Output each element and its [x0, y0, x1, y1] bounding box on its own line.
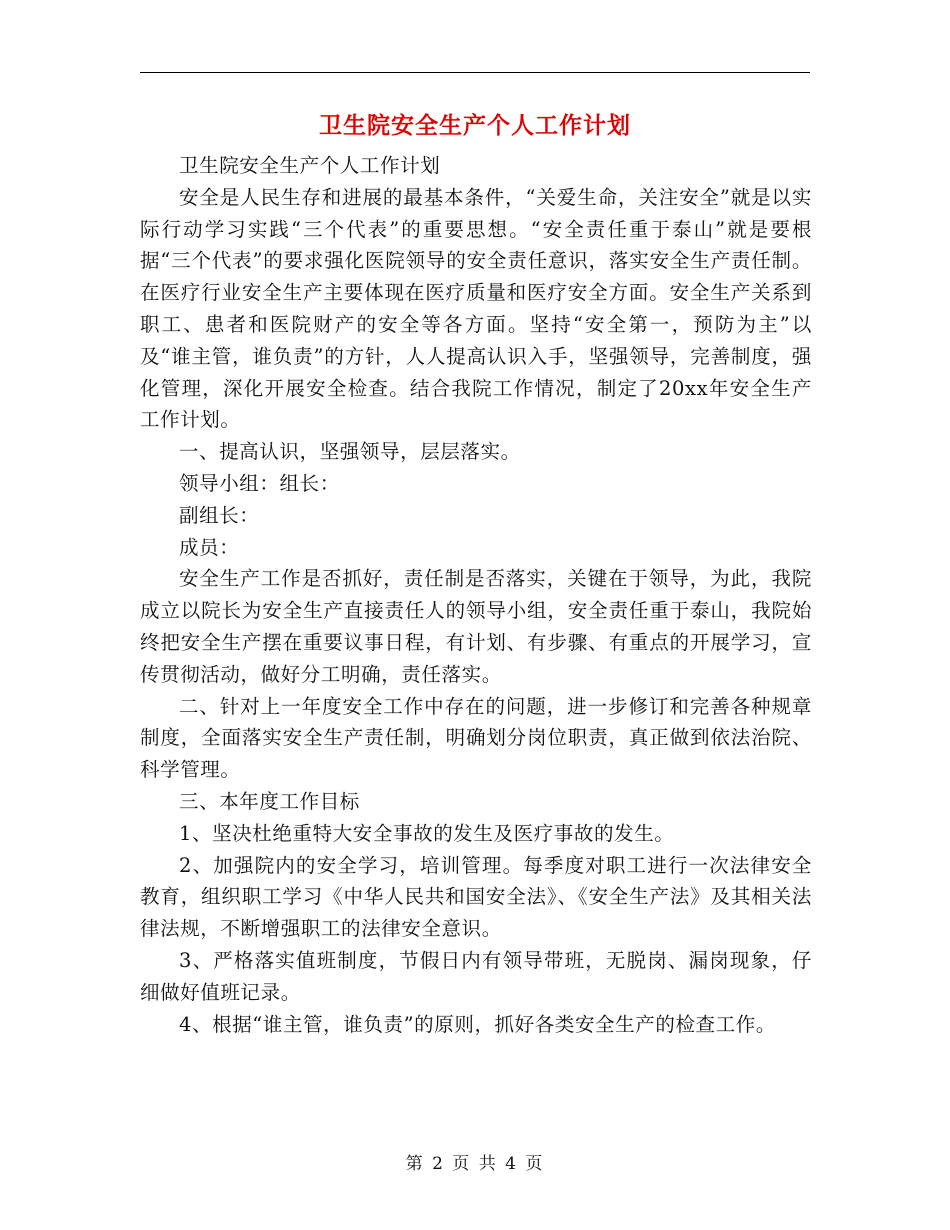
- paragraph-goal-2: 2、加强院内的安全学习，培训管理。每季度对职工进行一次法律安全教育，组织职工学习《中华人民共和国安全法》、《安全生产法》及其相关法律法规，不断增强职工的法律安全意识。: [140, 853, 812, 941]
- paragraph-responsibility: 安全生产工作是否抓好，责任制是否落实，关键在于领导，为此，我院成立以院长为安全生产直接责任人的领导小组，安全责任重于泰山，我院始终把安全生产摆在重要议事日程，有计划、有步骤、有重点的开展学习，宣传贯彻活动，做好分工明确，责任落实。: [140, 567, 812, 686]
- document-body: [140, 150, 812, 1040]
- paragraph-subtitle: 卫生院安全生产个人工作计划: [179, 154, 441, 177]
- paragraph-members: 成员：: [179, 535, 240, 559]
- paragraph-goal-3: 3、严格落实值班制度，节假日内有领导带班，无脱岗、漏岗现象，仔细做好值班记录。: [140, 948, 812, 1004]
- paragraph-section-2: 二、针对上一年度安全工作中存在的问题，进一步修订和完善各种规章制度，全面落实安全生产责任制，明确划分岗位职责，真正做到依法治院、科学管理。: [140, 694, 812, 782]
- paragraph-goal-1: 1、坚决杜绝重特大安全事故的发生及医疗事故的发生。: [179, 821, 675, 845]
- paragraph-leader-group: 领导小组：组长：: [179, 471, 340, 495]
- page-number-footer: 第 2 页 共 4 页: [405, 1154, 545, 1174]
- paragraph-goal-4: 4、根据“谁主管，谁负责”的原则，抓好各类安全生产的检查工作。: [179, 1012, 776, 1036]
- paragraph-section-3-heading: 三、本年度工作目标: [179, 789, 360, 813]
- document-title: 卫生院安全生产个人工作计划: [319, 113, 631, 139]
- paragraph-intro: 安全是人民生存和进展的最基本条件，“关爱生命，关注安全”就是以实际行动学习实践“三个代表”的重要思想。“安全责任重于泰山”就是要根据“三个代表”的要求强化医院领导的安全责任意识，落实安全生产责任制。在医疗行业安全生产主要体现在医疗质量和医疗安全方面。安全生产关系到职工、患者和医院财产的安全等各方面。坚持“安全第一，预防为主”以及“谁主管，谁负责”的方针，人人提高认识入手，坚强领导，完善制度，强化管理，深化开展安全检查。结合我院工作情况，制定了20xx年安全生产工作计划。: [140, 185, 812, 432]
- paragraph-deputy-leader: 副组长：: [179, 503, 260, 527]
- paragraph-section-1-heading: 一、提高认识，坚强领导，层层落实。: [179, 440, 521, 464]
- header-rule: [140, 72, 810, 73]
